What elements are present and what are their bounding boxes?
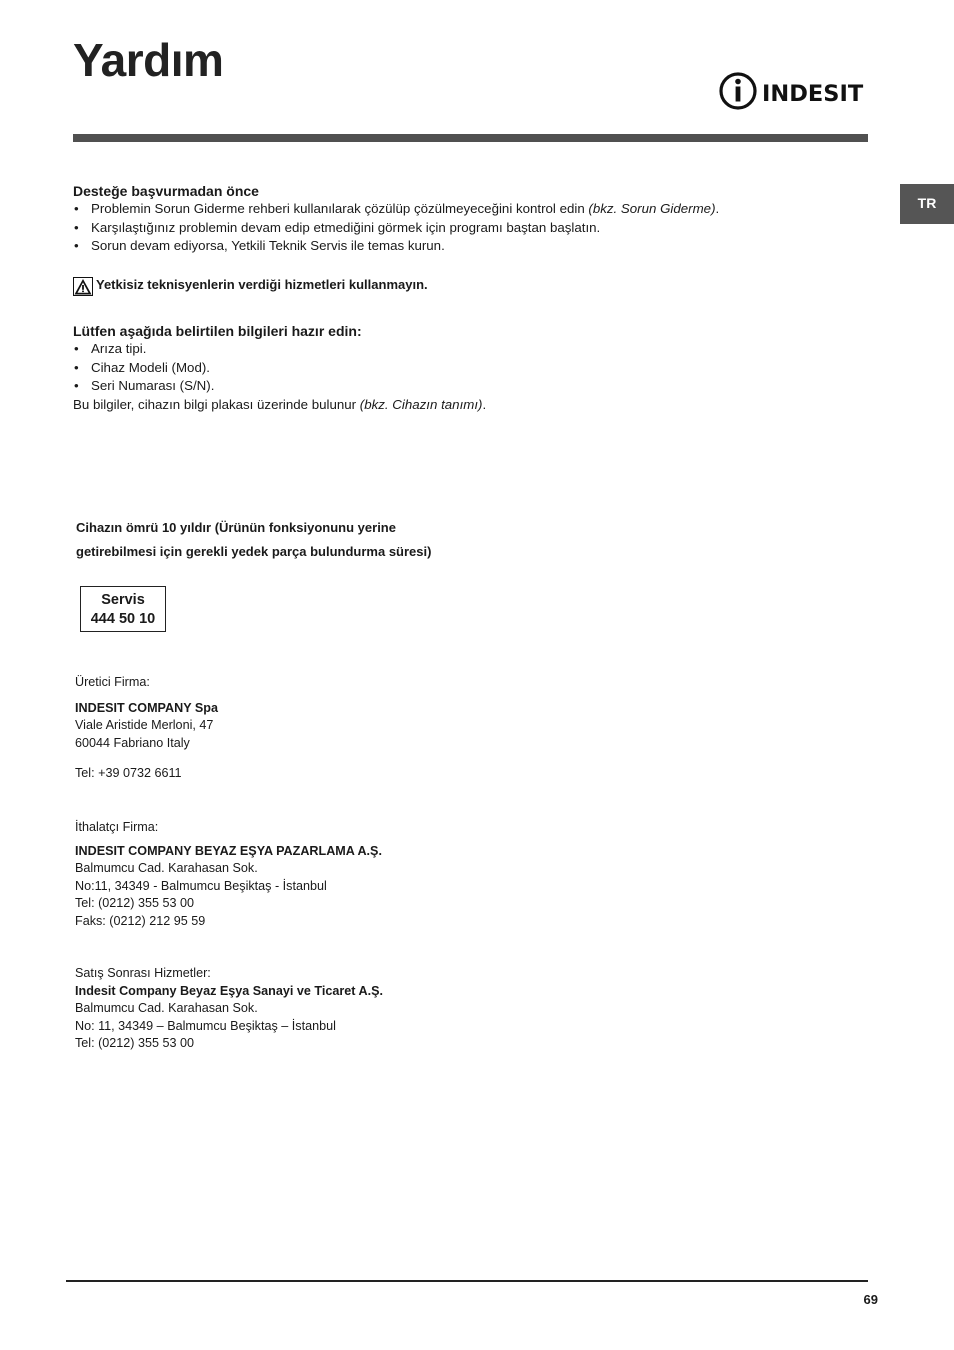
manufacturer-address: Viale Aristide Merloni, 47 [75, 718, 214, 733]
info-needed-list [73, 340, 833, 396]
service-label: Servis [101, 592, 145, 608]
page-title: Yardım [73, 34, 224, 86]
after-sales-tel: Tel: (0212) 355 53 00 [75, 1036, 195, 1051]
after-sales-label: Satış Sonrası Hizmetler: [75, 966, 211, 980]
lifespan-note [76, 516, 431, 564]
importer-address: Balmumcu Cad. Karahasan Sok. [75, 861, 258, 876]
service-box [80, 586, 166, 632]
manufacturer-address: 60044 Fabriano Italy [75, 735, 190, 750]
brand-logo [718, 68, 870, 114]
footer-rule [66, 1280, 868, 1282]
after-sales-address: No: 11, 34349 – Balmumcu Beşiktaş – İstanbul [75, 1018, 336, 1033]
warning-note [73, 274, 428, 296]
manufacturer-name: INDESIT COMPANY Spa [75, 700, 218, 715]
list-item: • Seri Numarası (S/N). [73, 377, 833, 396]
importer-name: INDESIT COMPANY BEYAZ EŞYA PAZARLAMA A.Ş. [75, 843, 382, 858]
importer-label: İthalatçı Firma: [75, 820, 159, 834]
warning-triangle-icon [73, 277, 93, 296]
list-item: • Sorun devam ediyorsa, Yetkili Teknik Servis ile temas kurun. [73, 237, 833, 256]
indesit-logo-icon [718, 68, 870, 114]
manufacturer-tel: Tel: +39 0732 6611 [75, 766, 182, 781]
info-needed-section [73, 322, 833, 414]
importer-tel: Tel: (0212) 355 53 00 [75, 896, 195, 911]
info-needed-heading: Lütfen aşağıda belirtilen bilgileri hazır edin: [73, 323, 362, 339]
before-support-heading: Desteğe başvurmadan önce [73, 183, 259, 199]
list-item: • Problemin Sorun Giderme rehberi kullanılarak çözülüp çözülmeyeceğini kontrol edin (bkz. Sorun Giderme). [73, 200, 833, 219]
manufacturer-label: Üretici Firma: [75, 675, 150, 689]
list-item: • Cihaz Modeli (Mod). [73, 359, 833, 378]
page-number: 69 [863, 1292, 878, 1307]
after-sales-name: Indesit Company Beyaz Eşya Sanayi ve Ticaret A.Ş. [75, 983, 383, 998]
after-sales-address: Balmumcu Cad. Karahasan Sok. [75, 1001, 258, 1016]
info-needed-note: Bu bilgiler, cihazın bilgi plakası üzerinde bulunur (bkz. Cihazın tanımı). [73, 396, 487, 412]
header-rule [73, 134, 868, 142]
lifespan-line: Cihazın ömrü 10 yıldır (Ürünün fonksiyonunu yerine [76, 520, 396, 535]
language-tab: TR [900, 184, 954, 224]
warning-text: Yetkisiz teknisyenlerin verdiği hizmetleri kullanmayın. [96, 277, 428, 292]
importer-section [75, 819, 382, 931]
manufacturer-section [75, 674, 218, 783]
after-sales-section [75, 965, 383, 1053]
brand-logo-text: INDESIT [762, 81, 864, 107]
list-item: • Arıza tipi. [73, 340, 833, 359]
before-support-list [73, 200, 833, 256]
lifespan-line: getirebilmesi için gerekli yedek parça bulundurma süresi) [76, 544, 432, 559]
importer-fax: Faks: (0212) 212 95 59 [75, 913, 206, 928]
importer-address: No:11, 34349 - Balmumcu Beşiktaş - İstanbul [75, 878, 327, 893]
service-number: 444 50 10 [90, 611, 156, 627]
list-item: • Karşılaştığınız problemin devam edip etmediğini görmek için programı baştan başlatın. [73, 219, 833, 238]
before-support-section [73, 182, 833, 256]
